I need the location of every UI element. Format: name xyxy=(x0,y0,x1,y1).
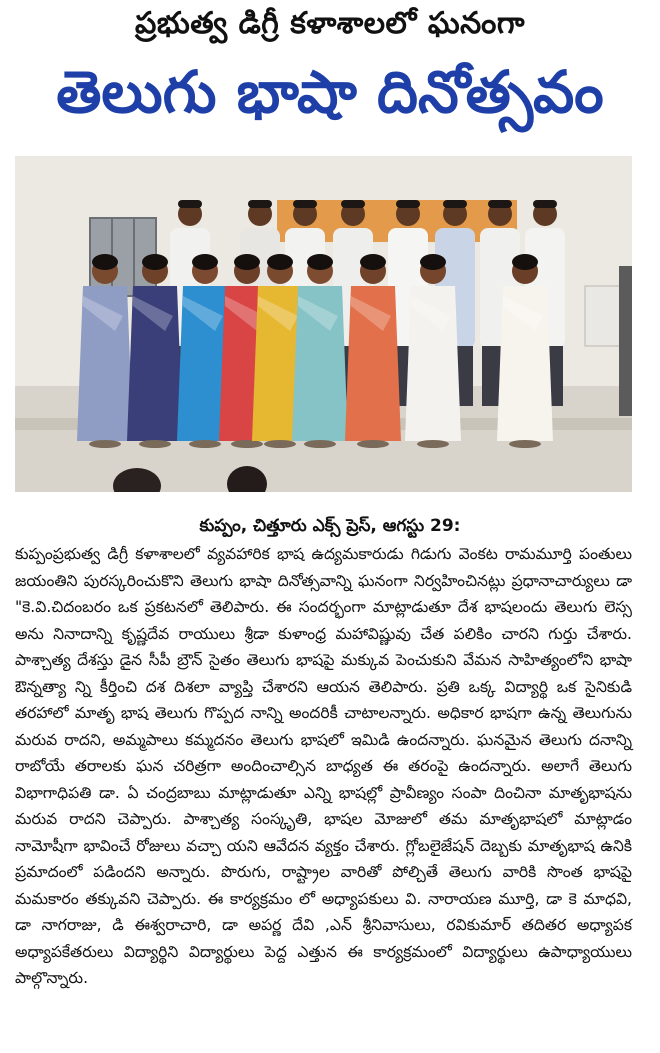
article-body: కుప్పంప్రభుత్వ డిగ్రీ కళాశాలలో వ్యవహారిక భాష ఉద్యమకారుడు గిడుగు వెంకట రామమూర్తి పంతులు జయంతిని పురస్కరించుకొని తెలుగు భాషా దినోత్సవాన్ని ఘనంగా నిర్వహించినట్లు ప్రధానాచార్యులు డా "కె.వి.చిదంబరం ఒక ప్రకటనలో తెలిపారు. ఈ సందర్భంగా మాట్లాడుతూ దేశ భాషలందు తెలుగు లెస్స అను నినాదాన్ని కృష్ణదేవ రాయులు శ్రీడా కుళాంధ్ర మహావిష్ణువు చేత పలికిం చారని గుర్తు చేశారు. పాశ్చాత్య దేశస్తు డైన సీపీ బ్రౌన్ సైతం తెలుగు భాషపై మక్కువ పెంచుకుని వేమన సాహిత్యంలోని భాషా ఔన్నత్యా న్ని కీర్తించి దశ దిశలా వ్యాప్తి చేశారని ఆయన తెలిపారు. ప్రతి ఒక్క విద్యార్థి ఒక సైనికుడి తరహాలో మాతృ భాష తెలుగు గొప్పద నాన్ని అందరికీ చాటాలన్నారు. అధికార భాషగా ఉన్న తెలుగును మరువ రాదని, అమ్మపాలు కమ్మదనం తెలుగు భాషలో ఇమిడి ఉందన్నారు. ఘనమైన తెలుగు దనాన్ని రాబోయే తరాలకు ఘన చరిత్రగా అందించాల్సిన బాధ్యత ఈ తరంపై ఉందన్నారు. అలాగే తెలుగు విభాగాధిపతి డా. ఏ చంద్రబాబు మాట్లాడుతూ ఎన్ని భాషల్లో ప్రావీణ్యం సంపా దించినా మాతృభాషను మరువ రాదని చెప్పారు. పాశ్చాత్య సంస్కృతి, భాషల మోజులో తమ మాతృభాషలో మాట్లాడం నామోషీగా భావించే రోజులు వచ్చా యని ఆవేదన వ్యక్తం చేశారు. గ్లోబలైజేషన్ దెబ్బకు మాతృభాష ఉనికి ప్రమాదంలో పడిందని అన్నారు. పొరుగు, రాష్ట్రాల వారితో పోల్చితే తెలుగు వారికి సొంత భాషపై మమకారం తక్కువని చెప్పారు. ఈ కార్యక్రమం లో అధ్యాపకులు వి. నారాయణ మూర్తి, డా కె మాధవి, డా నాగరాజు, డి ఈశ్వరాచారి, డా అపర్ణ దేవి ,ఎన్ శ్రీనివాసులు, రవికుమార్ తదితర అధ్యాపక అధ్యాపకేతరులు విద్యార్థిని విద్యార్థులు పెద్ద ఎత్తున ఈ కార్యక్రమంలో విద్యార్థులు ఉపాధ్యాయులు పాల్గొన్నారు. xyxy=(15,545,632,987)
article-headline: తెలుగు భాషా దినోత్సవం xyxy=(56,58,604,126)
speaker xyxy=(619,266,632,416)
article-kicker: ప్రభుత్వ డిగ్రీ కళాశాలలో ఘనంగా xyxy=(134,6,525,41)
article-photo xyxy=(15,156,632,492)
group-photo-illustration xyxy=(15,156,632,492)
article-dateline: కుప్పం, చిత్తూరు ఎక్స్ ప్రెస్, ఆగస్టు 29: xyxy=(199,516,461,536)
